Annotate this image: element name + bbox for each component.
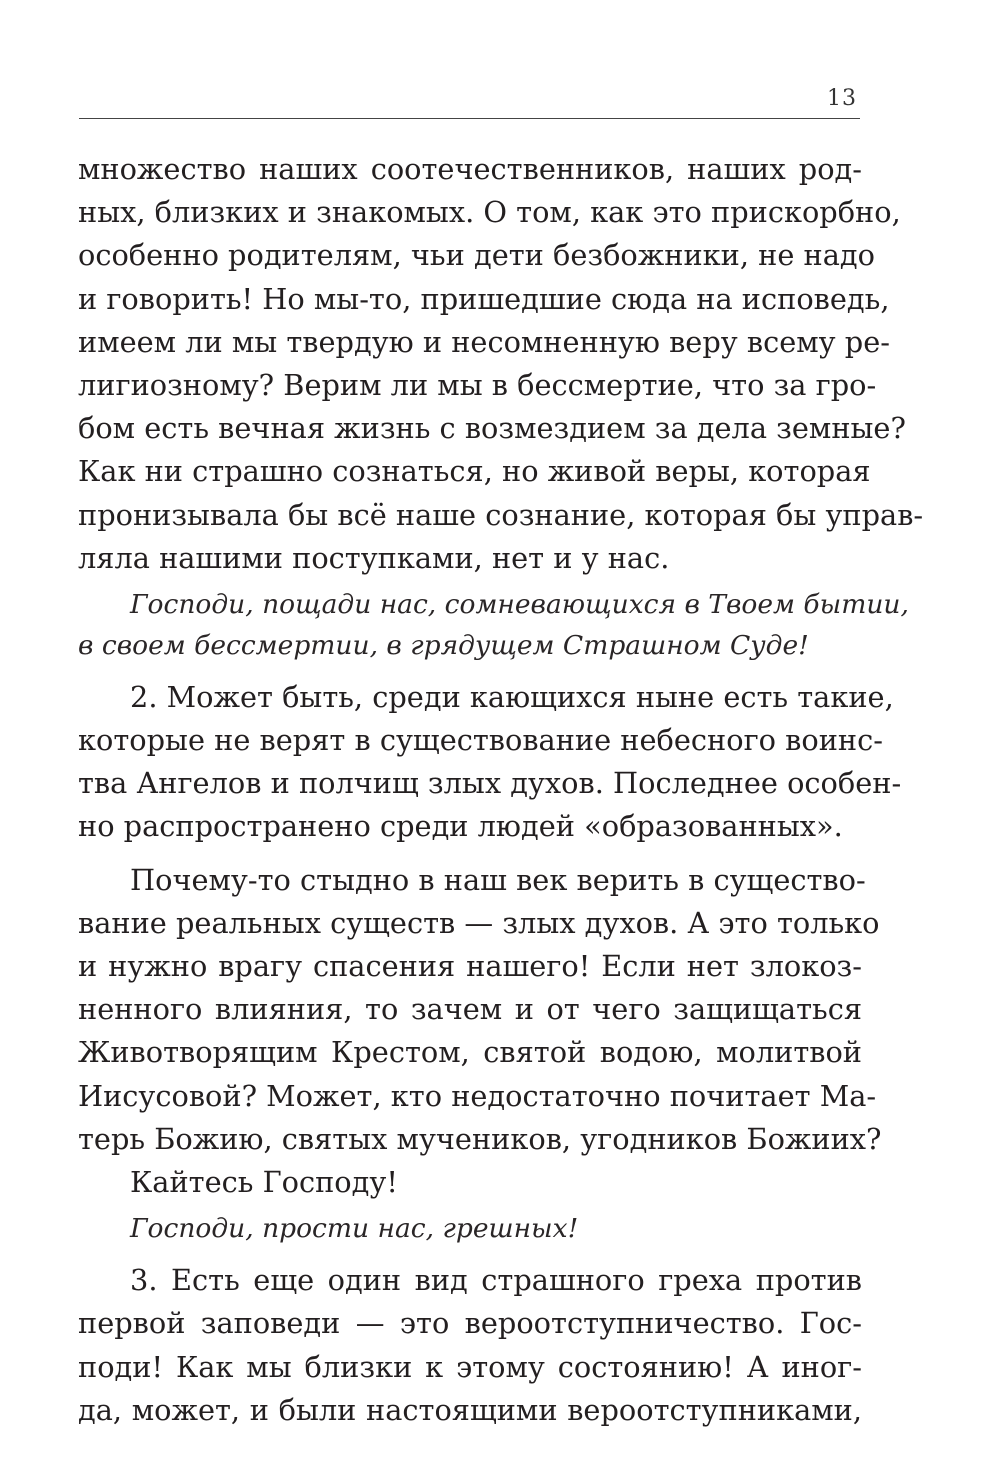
- paragraph-2: [78, 676, 902, 849]
- text-line: терь Божию, святых мучеников, угодников Божиих?: [78, 1121, 882, 1156]
- text-line: Почему-то стыдно в наш век верить в существо-: [130, 862, 866, 897]
- text-line: Кайтесь Господу!: [130, 1164, 398, 1199]
- body-text: [78, 148, 924, 1432]
- text-line: и говорить! Но мы-то, пришедшие сюда на исповедь,: [78, 281, 890, 316]
- text-line: множество наших соотечественников, наших род-: [78, 152, 862, 186]
- paragraph-3: [78, 859, 882, 1161]
- text-line: тва Ангелов и полчищ злых духов. Последнее особен-: [78, 766, 902, 801]
- text-line: Как ни страшно сознаться, но живой веры, которая: [78, 454, 871, 489]
- text-line: лигиозному? Верим ли мы в бессмертие, что за гро-: [78, 367, 877, 402]
- text-line: которые не верят в существование небесного воинс-: [78, 723, 883, 758]
- text-line: Животворящим Крестом, святой водою, молитвой: [78, 1035, 862, 1070]
- prayer-line: Господи, прости нас, грешных!: [130, 1213, 579, 1245]
- prayer-2: [78, 1208, 862, 1249]
- prayer-1: [78, 584, 909, 666]
- text-line: вание реальных существ — злых духов. А это только: [78, 905, 880, 940]
- header-rule: [79, 118, 860, 119]
- paragraph-4: [78, 1161, 862, 1204]
- prayer-line: Господи, пощади нас, сомневающихся в Твоем бытии,: [130, 588, 909, 620]
- text-line: ненного влияния, то зачем и от чего защищаться: [78, 992, 862, 1027]
- text-line: но распространено среди людей «образованных».: [78, 809, 843, 844]
- paragraph-1: [78, 148, 924, 580]
- text-line: и нужно врагу спасения нашего! Если нет злокоз-: [78, 949, 862, 983]
- text-line: да, может, и были настоящими вероотступниками,: [78, 1392, 862, 1427]
- text-line: бом есть вечная жизнь с возмездием за дела земные?: [78, 411, 906, 446]
- text-line: ных, близких и знакомых. О том, как это прискорбно,: [78, 195, 901, 230]
- prayer-line: в своем бессмертии, в грядущем Страшном Суде!: [78, 629, 809, 661]
- text-line: Иисусовой? Может, кто недостаточно почитает Ма-: [78, 1078, 877, 1113]
- page-number: 13: [827, 86, 857, 111]
- paragraph-5: [78, 1259, 862, 1432]
- text-line: 3. Есть еще один вид страшного греха против: [130, 1263, 862, 1298]
- text-line: 2. Может быть, среди кающихся ныне есть такие,: [130, 679, 894, 714]
- text-line: первой заповеди — это вероотступничество. Гос-: [78, 1306, 862, 1341]
- text-line: имеем ли мы твердую и несомненную веру всему ре-: [78, 324, 890, 359]
- text-line: особенно родителям, чьи дети безбожники, не надо: [78, 238, 875, 273]
- text-line: ляла нашими поступками, нет и у нас.: [78, 540, 670, 575]
- text-line: поди! Как мы близки к этому состоянию! А иног-: [78, 1349, 862, 1384]
- text-line: пронизывала бы всё наше сознание, которая бы управ-: [78, 497, 924, 532]
